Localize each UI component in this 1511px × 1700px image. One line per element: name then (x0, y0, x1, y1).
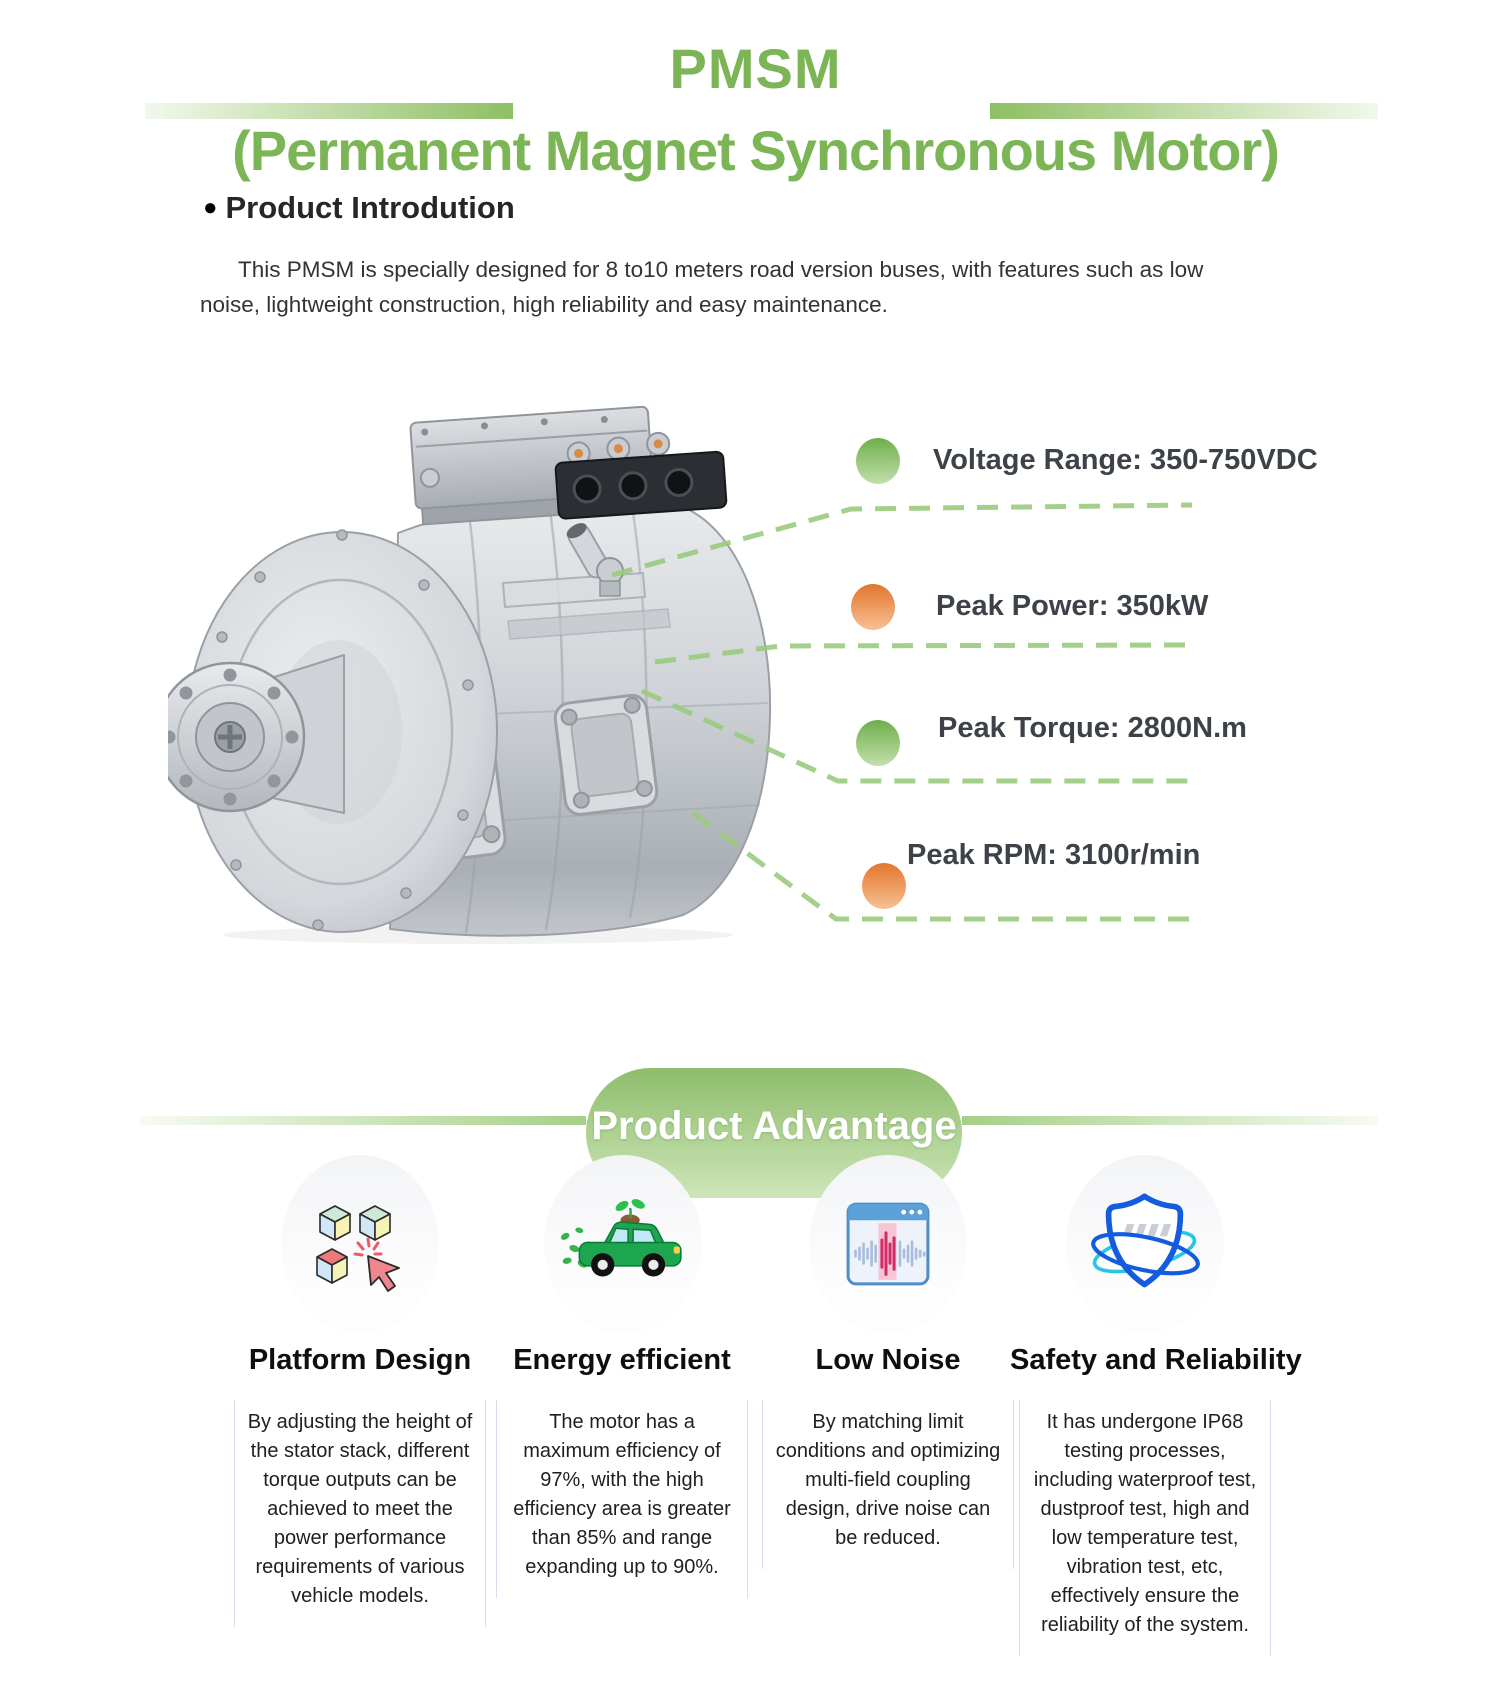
intro-section-heading (203, 190, 515, 226)
advantage-text-low-noise: By matching limit conditions and optimizing multi-field coupling design, drive noise can be reduced. (762, 1400, 1014, 1569)
page-subtitle: (Permanent Magnet Synchronous Motor) (232, 119, 1279, 182)
advantage-text-energy-efficient: The motor has a maximum efficiency of 97%, with the high efficiency area is greater than 85% and range expanding up to 90%. (496, 1400, 748, 1598)
advantage-icon-oval (1066, 1155, 1224, 1333)
spec-dot-torque-icon (856, 720, 900, 766)
title-accent-bar-left (145, 103, 513, 119)
motor-product-image (168, 385, 788, 945)
spec-peak-power: Peak Power: 350kW (936, 590, 1209, 622)
spec-dot-rpm-icon (862, 863, 906, 909)
advantage-icon-oval (281, 1155, 439, 1333)
advantage-title-platform-design: Platform Design (248, 1344, 472, 1376)
advantage-icon-oval (809, 1155, 967, 1333)
advantage-title-energy-efficient: Energy efficient (513, 1344, 731, 1376)
shield-orbit-icon (1086, 1190, 1204, 1298)
advantage-text-platform-design: By adjusting the height of the stator stack, different torque outputs can be achieved to meet the power performance requirements of various vehicle models. (234, 1400, 486, 1627)
advantage-icon-oval (544, 1155, 702, 1333)
bullet-icon: ● (203, 194, 218, 221)
advantage-text-safety-reliability: It has undergone IP68 testing processes, including waterproof test, dustproof test, high and low temperature test, vibration test, etc, effectively ensure the reliability of the system. (1019, 1400, 1271, 1656)
advantage-title-safety-reliability: Safety and Reliability (1010, 1344, 1302, 1376)
green-car-icon (557, 1195, 689, 1293)
banner-label: Product Advantage (591, 1103, 957, 1148)
spec-dot-voltage-icon (856, 438, 900, 484)
banner-line-left (140, 1116, 586, 1125)
motor-drawing (168, 401, 770, 944)
spec-peak-rpm: Peak RPM: 3100r/min (907, 839, 1201, 871)
intro-heading-label: Product Introdution (225, 190, 515, 225)
intro-paragraph: This PMSM is specially designed for 8 to10 meters road version buses, with features such as low noise, lightweight construction, high reliability and easy maintenance. (200, 257, 1204, 317)
spec-voltage-range: Voltage Range: 350-750VDC (933, 444, 1318, 476)
spec-peak-torque: Peak Torque: 2800N.m (938, 712, 1247, 744)
page-title: PMSM (669, 37, 842, 100)
spec-dot-power-icon (851, 584, 895, 630)
title-accent-bar-right (990, 103, 1378, 119)
advantage-title-low-noise: Low Noise (815, 1344, 961, 1376)
audio-wave-window-icon (840, 1195, 936, 1293)
banner-line-right (962, 1116, 1378, 1125)
cubes-cursor-icon (305, 1192, 415, 1296)
